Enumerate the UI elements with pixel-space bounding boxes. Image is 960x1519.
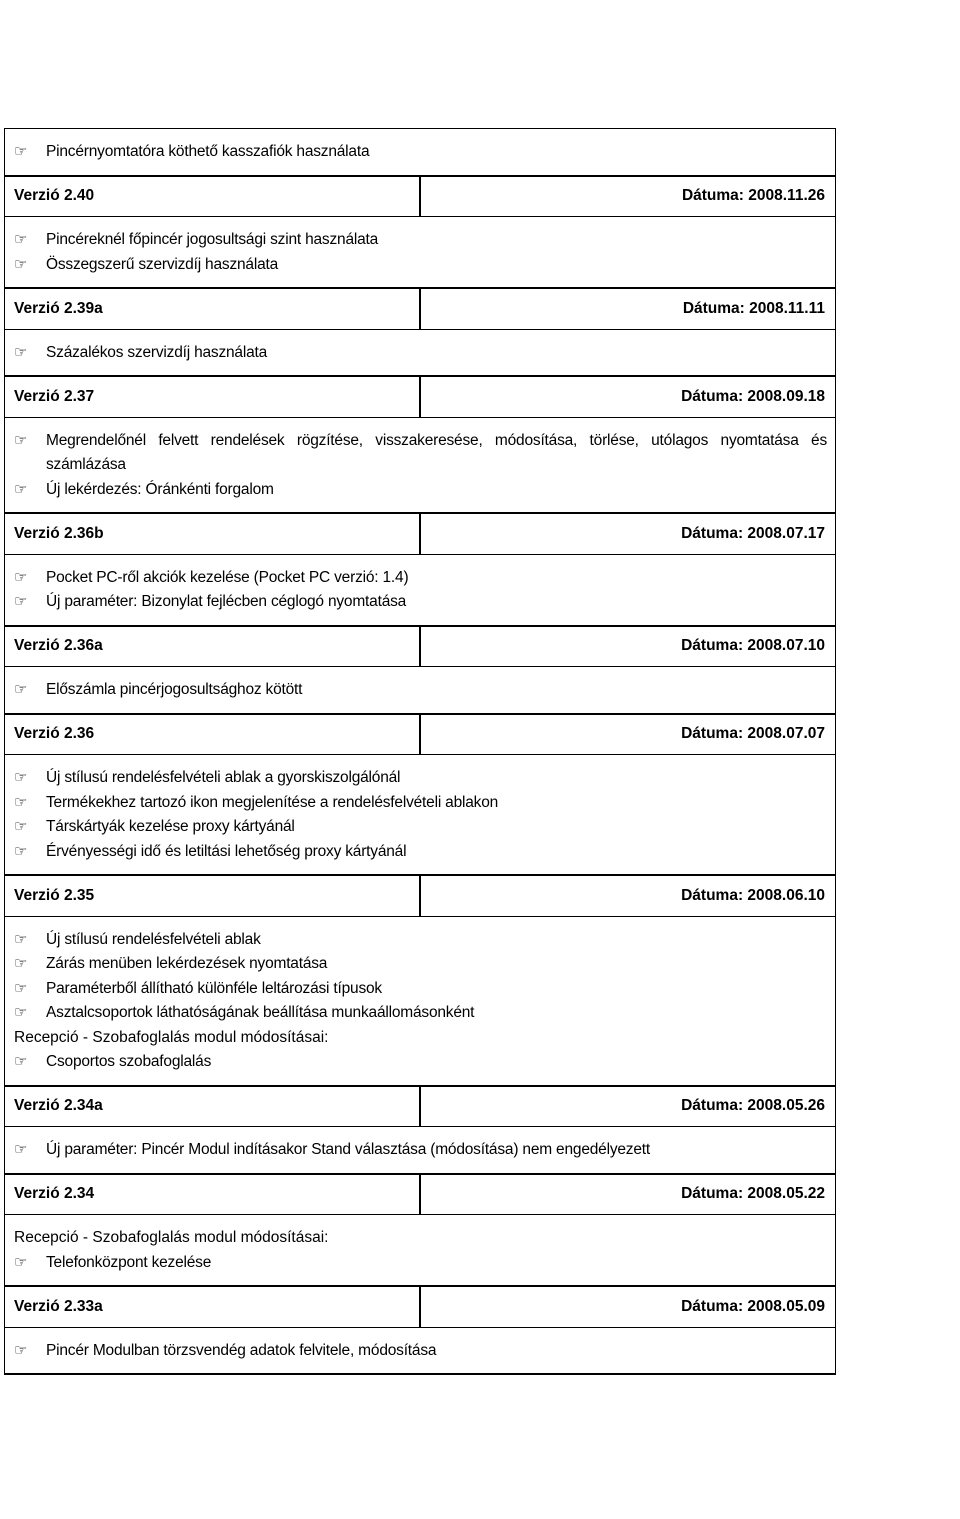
pointing-hand-icon: ☞ <box>14 842 28 860</box>
version-label: Verzió 2.40 <box>5 176 421 217</box>
change-item-text: Új paraméter: Bizonylat fejlécben céglogó nyomtatása <box>46 593 407 610</box>
change-item <box>14 478 827 503</box>
version-date: Dátuma: 2008.07.07 <box>420 714 836 755</box>
changes-list <box>5 554 836 626</box>
changes-row <box>5 129 836 176</box>
changes-row <box>5 1215 836 1287</box>
changes-row <box>5 1127 836 1174</box>
pointing-hand-icon: ☞ <box>14 431 28 449</box>
version-header-row <box>5 1174 836 1215</box>
changes-row <box>5 417 836 513</box>
changes-list <box>5 1215 836 1287</box>
version-date: Dátuma: 2008.06.10 <box>420 875 836 916</box>
pointing-hand-icon: ☞ <box>14 231 28 248</box>
change-item-text: Asztalcsoportok láthatóságának beállítása munkaállomásonként <box>46 1004 475 1021</box>
changes-list <box>5 1327 836 1374</box>
module-subheading: Recepció - Szobafoglalás modul módosításai: <box>14 1229 329 1246</box>
pointing-hand-icon: ☞ <box>14 1253 28 1271</box>
pointing-hand-icon: ☞ <box>14 1141 28 1158</box>
change-item-text: Pincér Modulban törzsvendég adatok felvitele, módosítása <box>46 1341 437 1359</box>
changes-row <box>5 755 836 876</box>
change-item <box>14 228 827 253</box>
change-item-text: Pincéreknél főpincér jogosultsági szint használata <box>46 231 379 248</box>
changes-list <box>5 667 836 714</box>
pointing-hand-icon: ☞ <box>14 681 28 698</box>
changes-list <box>5 129 836 176</box>
version-header-row <box>5 1086 836 1127</box>
version-label: Verzió 2.36b <box>5 513 421 554</box>
changelog-table <box>4 128 836 1375</box>
change-item-text: Új stílusú rendelésfelvételi ablak a gyorskiszolgálónál <box>46 769 401 786</box>
pointing-hand-icon: ☞ <box>14 1004 28 1021</box>
version-header-row <box>5 176 836 217</box>
changes-list <box>5 217 836 289</box>
change-item <box>14 1050 827 1075</box>
change-item-text: Telefonközpont kezelése <box>46 1253 212 1271</box>
pointing-hand-icon: ☞ <box>14 568 28 586</box>
version-label: Verzió 2.37 <box>5 376 421 417</box>
pointing-hand-icon: ☞ <box>14 143 28 160</box>
changes-list <box>5 329 836 376</box>
changelog-body <box>5 129 836 1375</box>
version-date: Dátuma: 2008.09.18 <box>420 376 836 417</box>
pointing-hand-icon: ☞ <box>14 593 28 610</box>
change-item <box>14 566 827 591</box>
pointing-hand-icon: ☞ <box>14 930 28 948</box>
version-date: Dátuma: 2008.05.26 <box>420 1086 836 1127</box>
changes-list <box>5 1127 836 1174</box>
change-item <box>14 1339 827 1364</box>
version-header-row <box>5 513 836 554</box>
change-item <box>14 1251 827 1276</box>
change-item-text: Új paraméter: Pincér Modul indításakor Stand választása (módosítása) nem engedélyezett <box>46 1141 650 1158</box>
change-item <box>14 977 827 1002</box>
change-item <box>14 590 827 615</box>
change-item-text: Új stílusú rendelésfelvételi ablak <box>46 930 261 948</box>
change-item-text: Csoportos szobafoglalás <box>46 1053 212 1070</box>
pointing-hand-icon: ☞ <box>14 255 28 273</box>
change-item-text: Termékekhez tartozó ikon megjelenítése a rendelésfelvételi ablakon <box>46 793 499 811</box>
changes-row <box>5 217 836 289</box>
changes-list <box>5 755 836 876</box>
version-label: Verzió 2.36 <box>5 714 421 755</box>
version-header-row <box>5 1286 836 1327</box>
version-header-row <box>5 288 836 329</box>
version-header-row <box>5 626 836 667</box>
change-item <box>14 815 827 840</box>
change-item <box>14 766 827 791</box>
change-item-text: Pocket PC-ről akciók kezelése (Pocket PC verzió: 1.4) <box>46 568 409 586</box>
change-item <box>14 928 827 953</box>
pointing-hand-icon: ☞ <box>14 793 28 811</box>
module-subheading: Recepció - Szobafoglalás modul módosításai: <box>14 1028 329 1046</box>
change-item <box>14 140 827 165</box>
change-item <box>14 341 827 366</box>
changes-row <box>5 1327 836 1374</box>
change-item-text: Érvényességi idő és letiltási lehetőség proxy kártyánál <box>46 842 407 860</box>
version-label: Verzió 2.34a <box>5 1086 421 1127</box>
change-item <box>14 429 827 478</box>
changes-row <box>5 667 836 714</box>
version-label: Verzió 2.36a <box>5 626 421 667</box>
change-item-text: Megrendelőnél felvett rendelések rögzítése, visszakeresése, módosítása, törlése, utólagos nyomtatása és számlázása <box>46 431 827 473</box>
version-label: Verzió 2.34 <box>5 1174 421 1215</box>
pointing-hand-icon: ☞ <box>14 343 28 361</box>
version-date: Dátuma: 2008.05.09 <box>420 1286 836 1327</box>
version-label: Verzió 2.35 <box>5 875 421 916</box>
version-date: Dátuma: 2008.11.26 <box>420 176 836 217</box>
pointing-hand-icon: ☞ <box>14 1341 28 1359</box>
version-header-row <box>5 875 836 916</box>
change-item <box>14 840 827 865</box>
change-item-text: Új lekérdezés: Óránkénti forgalom <box>46 480 274 498</box>
version-label: Verzió 2.33a <box>5 1286 421 1327</box>
change-item <box>14 253 827 278</box>
changes-list <box>5 916 836 1086</box>
change-item-text: Paraméterből állítható különféle leltározási típusok <box>46 979 382 997</box>
changes-row <box>5 916 836 1086</box>
change-item <box>14 1138 827 1163</box>
change-item <box>14 952 827 977</box>
change-item-text: Összegszerű szervizdíj használata <box>46 255 279 273</box>
pointing-hand-icon: ☞ <box>14 818 28 835</box>
pointing-hand-icon: ☞ <box>14 1053 28 1070</box>
pointing-hand-icon: ☞ <box>14 480 28 498</box>
version-header-row <box>5 714 836 755</box>
pointing-hand-icon: ☞ <box>14 769 28 786</box>
pointing-hand-icon: ☞ <box>14 979 28 997</box>
change-item-text: Százalékos szervizdíj használata <box>46 343 268 361</box>
change-item-text: Pincérnyomtatóra köthető kasszafiók használata <box>46 143 370 160</box>
version-date: Dátuma: 2008.11.11 <box>420 288 836 329</box>
change-item-text: Előszámla pincérjogosultsághoz kötött <box>46 681 303 698</box>
change-item <box>14 791 827 816</box>
change-item-text: Társkártyák kezelése proxy kártyánál <box>46 818 295 835</box>
change-item <box>14 1001 827 1026</box>
version-date: Dátuma: 2008.07.10 <box>420 626 836 667</box>
changes-list <box>5 417 836 513</box>
change-item <box>14 678 827 703</box>
changes-row <box>5 329 836 376</box>
version-date: Dátuma: 2008.07.17 <box>420 513 836 554</box>
version-label: Verzió 2.39a <box>5 288 421 329</box>
version-header-row <box>5 376 836 417</box>
version-date: Dátuma: 2008.05.22 <box>420 1174 836 1215</box>
pointing-hand-icon: ☞ <box>14 955 28 972</box>
changes-row <box>5 554 836 626</box>
change-item-text: Zárás menüben lekérdezések nyomtatása <box>46 955 328 972</box>
